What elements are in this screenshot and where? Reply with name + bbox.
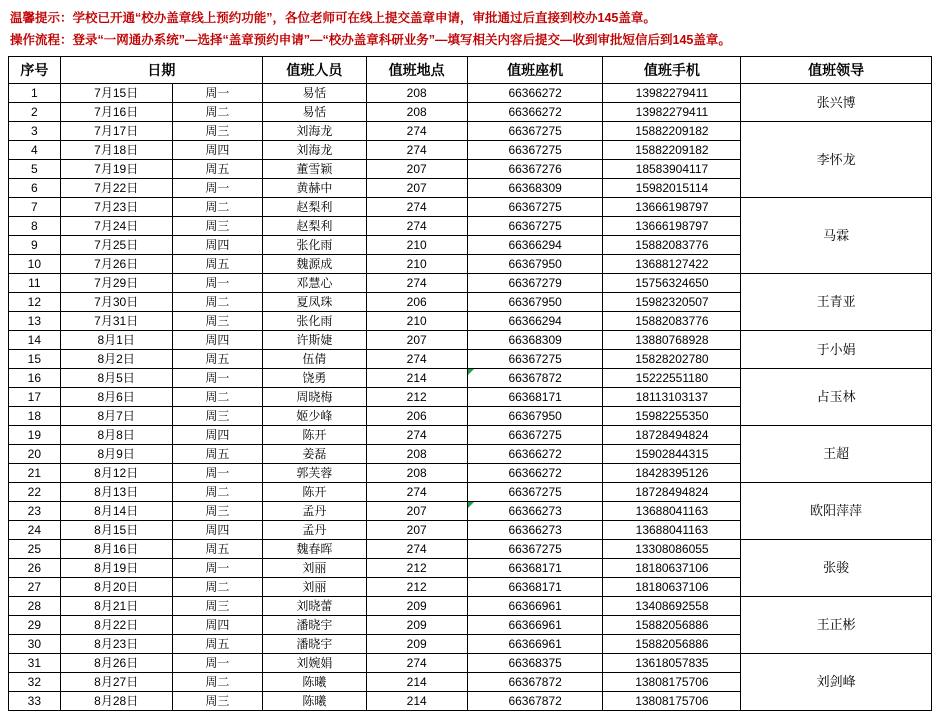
cell-tel: 66367275 bbox=[467, 198, 603, 217]
cell-place: 206 bbox=[366, 407, 467, 426]
cell-leader: 张兴博 bbox=[741, 84, 932, 122]
cell-num: 29 bbox=[9, 616, 61, 635]
header-person: 值班人员 bbox=[263, 57, 366, 84]
cell-person: 夏凤珠 bbox=[263, 293, 366, 312]
cell-weekday: 周四 bbox=[172, 521, 262, 540]
notice-line-1-label: 温馨提示： bbox=[10, 11, 73, 25]
cell-place: 274 bbox=[366, 274, 467, 293]
table-row bbox=[9, 331, 932, 350]
cell-weekday: 周四 bbox=[172, 236, 262, 255]
cell-tel: 66368171 bbox=[467, 559, 603, 578]
cell-tel: 66366272 bbox=[467, 464, 603, 483]
table-row bbox=[9, 654, 932, 673]
cell-date: 7月16日 bbox=[60, 103, 172, 122]
cell-mobile: 15882083776 bbox=[603, 312, 741, 331]
notice-block bbox=[8, 8, 932, 50]
cell-tel: 66368375 bbox=[467, 654, 603, 673]
cell-tel: 66366272 bbox=[467, 445, 603, 464]
cell-tel: 66367275 bbox=[467, 122, 603, 141]
cell-mobile: 13982279411 bbox=[603, 84, 741, 103]
cell-date: 8月19日 bbox=[60, 559, 172, 578]
cell-place: 212 bbox=[366, 559, 467, 578]
cell-place: 274 bbox=[366, 122, 467, 141]
cell-mobile: 15882056886 bbox=[603, 616, 741, 635]
header-tel: 值班座机 bbox=[467, 57, 603, 84]
cell-date: 8月14日 bbox=[60, 502, 172, 521]
cell-tel: 66367872 bbox=[467, 692, 603, 711]
cell-person: 黄赫中 bbox=[263, 179, 366, 198]
cell-date: 8月21日 bbox=[60, 597, 172, 616]
cell-date: 7月22日 bbox=[60, 179, 172, 198]
cell-num: 4 bbox=[9, 141, 61, 160]
cell-person: 陈开 bbox=[263, 426, 366, 445]
cell-place: 210 bbox=[366, 236, 467, 255]
table-row bbox=[9, 540, 932, 559]
cell-leader: 王青亚 bbox=[741, 274, 932, 331]
cell-weekday: 周二 bbox=[172, 483, 262, 502]
cell-mobile: 13688127422 bbox=[603, 255, 741, 274]
cell-person: 周晓梅 bbox=[263, 388, 366, 407]
cell-date: 8月23日 bbox=[60, 635, 172, 654]
cell-date: 8月13日 bbox=[60, 483, 172, 502]
cell-num: 20 bbox=[9, 445, 61, 464]
cell-leader: 王正彬 bbox=[741, 597, 932, 654]
table-header-row bbox=[9, 57, 932, 84]
cell-date: 8月15日 bbox=[60, 521, 172, 540]
cell-tel: 66367275 bbox=[467, 426, 603, 445]
cell-person: 刘海龙 bbox=[263, 141, 366, 160]
cell-weekday: 周三 bbox=[172, 217, 262, 236]
cell-weekday: 周三 bbox=[172, 597, 262, 616]
cell-mobile: 13982279411 bbox=[603, 103, 741, 122]
cell-tel: 66366961 bbox=[467, 597, 603, 616]
cell-date: 7月25日 bbox=[60, 236, 172, 255]
cell-date: 8月20日 bbox=[60, 578, 172, 597]
notice-line-1-text: 学校已开通“校办盖章线上预约功能”，各位老师可在线上提交盖章申请，审批通过后直接到校办145盖章。 bbox=[72, 11, 656, 25]
cell-place: 274 bbox=[366, 350, 467, 369]
cell-place: 209 bbox=[366, 597, 467, 616]
cell-date: 8月12日 bbox=[60, 464, 172, 483]
cell-tel: 66366272 bbox=[467, 84, 603, 103]
cell-person: 潘晓宇 bbox=[263, 616, 366, 635]
cell-person: 陈开 bbox=[263, 483, 366, 502]
cell-date: 7月15日 bbox=[60, 84, 172, 103]
cell-mobile: 13666198797 bbox=[603, 217, 741, 236]
cell-mobile: 18113103137 bbox=[603, 388, 741, 407]
cell-tel: 66367872 bbox=[467, 369, 603, 388]
cell-date: 7月29日 bbox=[60, 274, 172, 293]
cell-num: 6 bbox=[9, 179, 61, 198]
cell-tel: 66366961 bbox=[467, 635, 603, 654]
cell-num: 24 bbox=[9, 521, 61, 540]
cell-person: 魏源成 bbox=[263, 255, 366, 274]
cell-num: 23 bbox=[9, 502, 61, 521]
cell-date: 8月6日 bbox=[60, 388, 172, 407]
cell-person: 易恬 bbox=[263, 103, 366, 122]
cell-person: 陈曦 bbox=[263, 673, 366, 692]
cell-person: 魏春晖 bbox=[263, 540, 366, 559]
cell-mobile: 15902844315 bbox=[603, 445, 741, 464]
cell-place: 274 bbox=[366, 141, 467, 160]
cell-person: 刘丽 bbox=[263, 559, 366, 578]
cell-person: 赵梨利 bbox=[263, 217, 366, 236]
cell-person: 伍倩 bbox=[263, 350, 366, 369]
cell-date: 8月26日 bbox=[60, 654, 172, 673]
cell-date: 8月27日 bbox=[60, 673, 172, 692]
cell-place: 208 bbox=[366, 84, 467, 103]
cell-date: 8月22日 bbox=[60, 616, 172, 635]
cell-tel: 66366294 bbox=[467, 236, 603, 255]
cell-mobile: 15882083776 bbox=[603, 236, 741, 255]
cell-num: 2 bbox=[9, 103, 61, 122]
cell-person: 刘婉娟 bbox=[263, 654, 366, 673]
cell-date: 8月8日 bbox=[60, 426, 172, 445]
cell-num: 28 bbox=[9, 597, 61, 616]
cell-weekday: 周五 bbox=[172, 350, 262, 369]
cell-date: 8月5日 bbox=[60, 369, 172, 388]
cell-date: 7月31日 bbox=[60, 312, 172, 331]
cell-place: 207 bbox=[366, 521, 467, 540]
cell-mobile: 13666198797 bbox=[603, 198, 741, 217]
cell-tel: 66367950 bbox=[467, 293, 603, 312]
cell-date: 7月30日 bbox=[60, 293, 172, 312]
cell-date: 8月16日 bbox=[60, 540, 172, 559]
cell-weekday: 周五 bbox=[172, 445, 262, 464]
cell-place: 212 bbox=[366, 578, 467, 597]
cell-place: 206 bbox=[366, 293, 467, 312]
cell-tel: 66366272 bbox=[467, 103, 603, 122]
cell-num: 3 bbox=[9, 122, 61, 141]
cell-num: 21 bbox=[9, 464, 61, 483]
cell-place: 214 bbox=[366, 692, 467, 711]
cell-weekday: 周二 bbox=[172, 578, 262, 597]
cell-weekday: 周二 bbox=[172, 103, 262, 122]
cell-num: 8 bbox=[9, 217, 61, 236]
cell-num: 14 bbox=[9, 331, 61, 350]
cell-weekday: 周五 bbox=[172, 540, 262, 559]
cell-weekday: 周一 bbox=[172, 274, 262, 293]
cell-weekday: 周三 bbox=[172, 502, 262, 521]
cell-mobile: 18728494824 bbox=[603, 426, 741, 445]
cell-weekday: 周四 bbox=[172, 616, 262, 635]
notice-line-1 bbox=[10, 8, 932, 28]
cell-person: 张化雨 bbox=[263, 236, 366, 255]
cell-weekday: 周三 bbox=[172, 692, 262, 711]
cell-tel: 66367276 bbox=[467, 160, 603, 179]
cell-num: 10 bbox=[9, 255, 61, 274]
cell-num: 9 bbox=[9, 236, 61, 255]
cell-tel: 66367950 bbox=[467, 255, 603, 274]
cell-place: 214 bbox=[366, 673, 467, 692]
cell-place: 274 bbox=[366, 540, 467, 559]
cell-mobile: 15982015114 bbox=[603, 179, 741, 198]
cell-place: 274 bbox=[366, 217, 467, 236]
cell-leader: 马霖 bbox=[741, 198, 932, 274]
cell-date: 7月18日 bbox=[60, 141, 172, 160]
cell-mobile: 15882209182 bbox=[603, 122, 741, 141]
cell-place: 207 bbox=[366, 179, 467, 198]
cell-person: 易恬 bbox=[263, 84, 366, 103]
cell-mobile: 13808175706 bbox=[603, 692, 741, 711]
cell-mobile: 18180637106 bbox=[603, 559, 741, 578]
cell-num: 22 bbox=[9, 483, 61, 502]
cell-person: 姬少峰 bbox=[263, 407, 366, 426]
cell-place: 274 bbox=[366, 426, 467, 445]
cell-tel: 66366961 bbox=[467, 616, 603, 635]
cell-person: 刘海龙 bbox=[263, 122, 366, 141]
cell-num: 15 bbox=[9, 350, 61, 369]
cell-tel: 66368309 bbox=[467, 331, 603, 350]
cell-mobile: 18728494824 bbox=[603, 483, 741, 502]
cell-person: 郭芙蓉 bbox=[263, 464, 366, 483]
cell-person: 邓慧心 bbox=[263, 274, 366, 293]
cell-tel: 66367275 bbox=[467, 483, 603, 502]
cell-num: 27 bbox=[9, 578, 61, 597]
cell-mobile: 15982255350 bbox=[603, 407, 741, 426]
cell-tel: 66367275 bbox=[467, 350, 603, 369]
cell-num: 16 bbox=[9, 369, 61, 388]
cell-place: 274 bbox=[366, 654, 467, 673]
table-row bbox=[9, 597, 932, 616]
cell-date: 8月1日 bbox=[60, 331, 172, 350]
notice-line-2-label: 操作流程： bbox=[10, 33, 73, 47]
cell-place: 209 bbox=[366, 616, 467, 635]
cell-num: 18 bbox=[9, 407, 61, 426]
cell-place: 214 bbox=[366, 369, 467, 388]
cell-weekday: 周一 bbox=[172, 179, 262, 198]
cell-tel: 66367275 bbox=[467, 141, 603, 160]
cell-place: 274 bbox=[366, 483, 467, 502]
cell-tel: 66368309 bbox=[467, 179, 603, 198]
cell-person: 姜磊 bbox=[263, 445, 366, 464]
cell-weekday: 周五 bbox=[172, 160, 262, 179]
cell-mobile: 15882056886 bbox=[603, 635, 741, 654]
cell-weekday: 周一 bbox=[172, 84, 262, 103]
cell-tel: 66367950 bbox=[467, 407, 603, 426]
cell-date: 7月23日 bbox=[60, 198, 172, 217]
cell-num: 19 bbox=[9, 426, 61, 445]
cell-weekday: 周三 bbox=[172, 312, 262, 331]
cell-date: 8月7日 bbox=[60, 407, 172, 426]
table-row bbox=[9, 198, 932, 217]
cell-place: 210 bbox=[366, 255, 467, 274]
cell-weekday: 周二 bbox=[172, 198, 262, 217]
cell-tel: 66368171 bbox=[467, 388, 603, 407]
cell-weekday: 周四 bbox=[172, 331, 262, 350]
cell-person: 潘晓宇 bbox=[263, 635, 366, 654]
cell-place: 212 bbox=[366, 388, 467, 407]
cell-tel: 66367275 bbox=[467, 540, 603, 559]
header-place: 值班地点 bbox=[366, 57, 467, 84]
cell-person: 赵梨利 bbox=[263, 198, 366, 217]
notice-line-2-text: 登录“一网通办系统”—选择“盖章预约申请”—“校办盖章科研业务”—填写相关内容后提交—收到审批短信后到145盖章。 bbox=[72, 33, 731, 47]
cell-weekday: 周二 bbox=[172, 293, 262, 312]
cell-mobile: 15756324650 bbox=[603, 274, 741, 293]
cell-person: 张化雨 bbox=[263, 312, 366, 331]
cell-num: 33 bbox=[9, 692, 61, 711]
cell-mobile: 15982320507 bbox=[603, 293, 741, 312]
cell-tel: 66367279 bbox=[467, 274, 603, 293]
cell-num: 30 bbox=[9, 635, 61, 654]
cell-weekday: 周一 bbox=[172, 369, 262, 388]
cell-person: 陈曦 bbox=[263, 692, 366, 711]
cell-num: 5 bbox=[9, 160, 61, 179]
cell-weekday: 周五 bbox=[172, 635, 262, 654]
cell-place: 209 bbox=[366, 635, 467, 654]
cell-tel: 66367872 bbox=[467, 673, 603, 692]
cell-weekday: 周一 bbox=[172, 654, 262, 673]
cell-num: 31 bbox=[9, 654, 61, 673]
cell-date: 8月9日 bbox=[60, 445, 172, 464]
cell-weekday: 周一 bbox=[172, 464, 262, 483]
cell-place: 208 bbox=[366, 445, 467, 464]
cell-tel: 66366273 bbox=[467, 502, 603, 521]
table-row bbox=[9, 483, 932, 502]
cell-place: 208 bbox=[366, 464, 467, 483]
cell-num: 12 bbox=[9, 293, 61, 312]
cell-tel: 66366294 bbox=[467, 312, 603, 331]
cell-tel: 66366273 bbox=[467, 521, 603, 540]
cell-leader: 张骏 bbox=[741, 540, 932, 597]
cell-weekday: 周五 bbox=[172, 255, 262, 274]
cell-person: 董雪颖 bbox=[263, 160, 366, 179]
cell-place: 207 bbox=[366, 502, 467, 521]
cell-mobile: 13308086055 bbox=[603, 540, 741, 559]
cell-place: 207 bbox=[366, 160, 467, 179]
cell-leader: 于小娟 bbox=[741, 331, 932, 369]
cell-date: 8月2日 bbox=[60, 350, 172, 369]
cell-weekday: 周三 bbox=[172, 122, 262, 141]
cell-leader: 王超 bbox=[741, 426, 932, 483]
header-mobile: 值班手机 bbox=[603, 57, 741, 84]
cell-num: 26 bbox=[9, 559, 61, 578]
table-row bbox=[9, 369, 932, 388]
header-num: 序号 bbox=[9, 57, 61, 84]
cell-tel: 66368171 bbox=[467, 578, 603, 597]
notice-line-2 bbox=[10, 30, 932, 50]
cell-place: 210 bbox=[366, 312, 467, 331]
cell-weekday: 周二 bbox=[172, 673, 262, 692]
cell-weekday: 周二 bbox=[172, 388, 262, 407]
header-leader: 值班领导 bbox=[741, 57, 932, 84]
cell-person: 孟丹 bbox=[263, 521, 366, 540]
cell-num: 13 bbox=[9, 312, 61, 331]
cell-tel: 66367275 bbox=[467, 217, 603, 236]
cell-date: 7月26日 bbox=[60, 255, 172, 274]
cell-mobile: 15882209182 bbox=[603, 141, 741, 160]
cell-person: 刘晓蕾 bbox=[263, 597, 366, 616]
cell-mobile: 13880768928 bbox=[603, 331, 741, 350]
cell-person: 孟丹 bbox=[263, 502, 366, 521]
cell-date: 7月19日 bbox=[60, 160, 172, 179]
cell-weekday: 周四 bbox=[172, 141, 262, 160]
cell-date: 8月28日 bbox=[60, 692, 172, 711]
cell-num: 25 bbox=[9, 540, 61, 559]
cell-date: 7月17日 bbox=[60, 122, 172, 141]
cell-person: 饶勇 bbox=[263, 369, 366, 388]
cell-num: 7 bbox=[9, 198, 61, 217]
cell-weekday: 周四 bbox=[172, 426, 262, 445]
cell-num: 32 bbox=[9, 673, 61, 692]
table-row bbox=[9, 84, 932, 103]
cell-mobile: 18180637106 bbox=[603, 578, 741, 597]
cell-leader: 欧阳萍萍 bbox=[741, 483, 932, 540]
cell-person: 刘丽 bbox=[263, 578, 366, 597]
cell-num: 1 bbox=[9, 84, 61, 103]
cell-weekday: 周三 bbox=[172, 407, 262, 426]
cell-person: 许斯婕 bbox=[263, 331, 366, 350]
header-date: 日期 bbox=[60, 57, 262, 84]
table-row bbox=[9, 274, 932, 293]
duty-schedule-table bbox=[8, 56, 932, 711]
cell-mobile: 15222551180 bbox=[603, 369, 741, 388]
cell-mobile: 18583904117 bbox=[603, 160, 741, 179]
cell-weekday: 周一 bbox=[172, 559, 262, 578]
cell-num: 11 bbox=[9, 274, 61, 293]
cell-date: 7月24日 bbox=[60, 217, 172, 236]
cell-mobile: 13688041163 bbox=[603, 502, 741, 521]
cell-mobile: 15828202780 bbox=[603, 350, 741, 369]
cell-mobile: 18428395126 bbox=[603, 464, 741, 483]
cell-mobile: 13408692558 bbox=[603, 597, 741, 616]
cell-mobile: 13808175706 bbox=[603, 673, 741, 692]
cell-mobile: 13618057835 bbox=[603, 654, 741, 673]
cell-place: 207 bbox=[366, 331, 467, 350]
table-row bbox=[9, 426, 932, 445]
cell-leader: 刘剑峰 bbox=[741, 654, 932, 711]
cell-leader: 李怀龙 bbox=[741, 122, 932, 198]
cell-leader: 占玉林 bbox=[741, 369, 932, 426]
cell-mobile: 13688041163 bbox=[603, 521, 741, 540]
cell-place: 274 bbox=[366, 198, 467, 217]
table-body bbox=[9, 84, 932, 711]
table-row bbox=[9, 122, 932, 141]
cell-num: 17 bbox=[9, 388, 61, 407]
cell-place: 208 bbox=[366, 103, 467, 122]
